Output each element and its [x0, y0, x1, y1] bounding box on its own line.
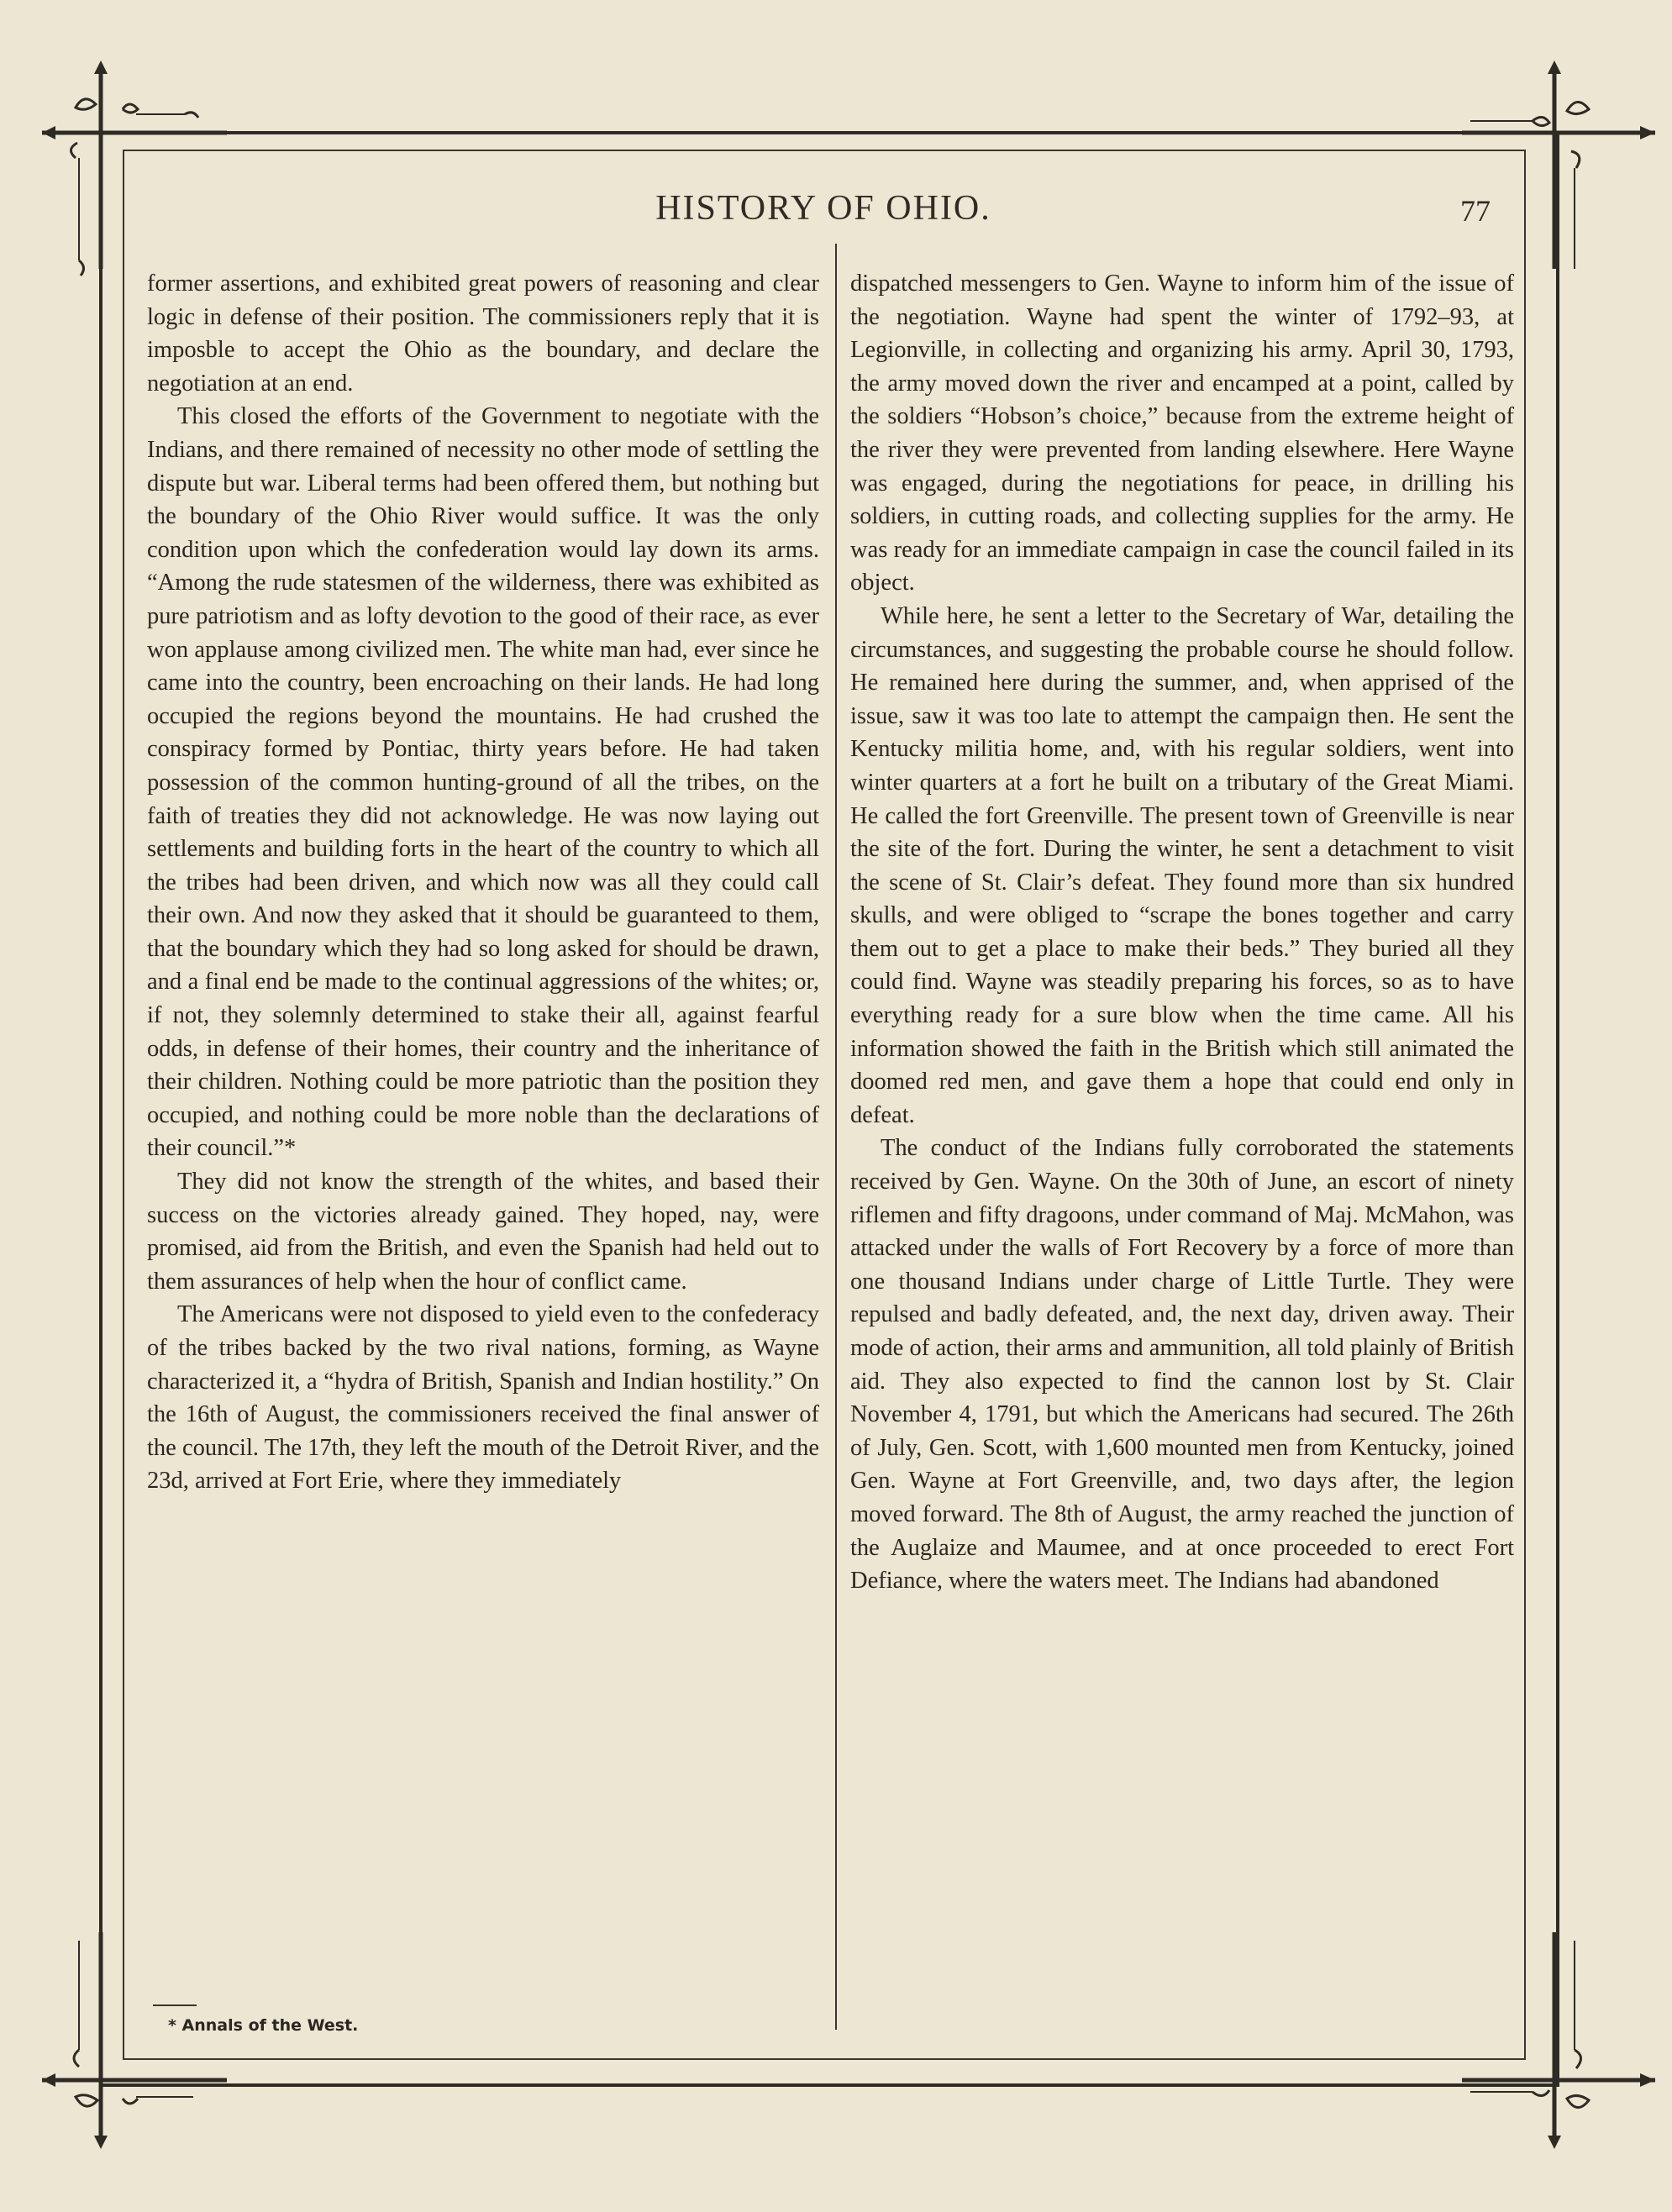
paragraph: dispatched messengers to Gen. Wayne to inform him of the issue of the negotiation. Wayne had spent the winter of 1792–93, at Legionville, in collecting and organizing his army. April 30, 1793, the army moved down the river and encamped at a point, called by the soldiers “Hobson’s choice,” because from the extreme height of the river they were prevented from landing elsewhere. Here Wayne was engaged, during the negotiations for peace, in drilling his soldiers, in cutting roads, and collecting supplies for the army. He was ready for an immediate campaign in case the council failed in its object. [850, 271, 1514, 596]
corner-ornament-top-right-icon [1462, 59, 1655, 277]
column-divider [835, 244, 837, 2030]
footnote-rule [153, 2004, 197, 2006]
page-title: HISTORY OF OHIO. [655, 189, 991, 228]
paragraph: former assertions, and exhibited great powers of reasoning and clear logic in defense of their position. The commissioners reply that it is imposble to accept the Ohio as the boundary, and declare the negotiation at an end. [147, 271, 819, 397]
corner-ornament-bottom-right-icon [1462, 1932, 1655, 2151]
paragraph: While here, he sent a letter to the Secretary of War, detailing the circumstances, and suggesting the probable course he should follow. He remained here during the summer, and, when apprised of the issue, saw it was too late to attempt the campaign then. He sent the Kentucky militia home, and, with his regular soldiers, went into winter quarters at a fort he built on a tributary of the Great Miami. He called the fort Greenville. The present town of Greenville is near the site of the fort. During the winter, he sent a detachment to visit the scene of St. Clair’s defeat. They found more than six hundred skulls, and were obliged to “scrape the bones together and carry them out to get a place to make their beds.” They buried all they could find. Wayne was steadily preparing his forces, so as to have everything ready for a sure blow when the time came. All his information showed the faith in the British which still animated the doomed red men, and gave them a hope that could end only in defeat. [850, 602, 1514, 1128]
left-column [147, 267, 819, 1498]
paragraph: The conduct of the Indians fully corroborated the statements received by Gen. Wayne. On the 30th of June, an escort of ninety riflemen and fifty dragoons, under command of Maj. McMahon, was attacked under the walls of Fort Recovery by a force of more than one thousand Indians under charge of Little Turtle. They were repulsed and badly defeated, and, the next day, driven away. Their mode of action, their arms and ammunition, all told plainly of British aid. They also expected to find the cannon lost by St. Clair November 4, 1791, but which the Americans had secured. The 26th of July, Gen. Scott, with 1,600 mounted men from Kentucky, joined Gen. Wayne at Fort Greenville, and, two days after, the legion moved forward. The 8th of August, the army reached the junction of the Auglaize and Maumee, and at once proceeded to erect Fort Defiance, where the waters meet. The Indians had abandoned [850, 1135, 1514, 1595]
corner-ornament-bottom-left-icon [42, 1932, 235, 2151]
corner-ornament-top-left-icon [42, 59, 235, 277]
paragraph: This closed the efforts of the Government to negotiate with the Indians, and there remained of necessity no other mode of settling the dispute but war. Liberal terms had been offered them, but nothing but the boundary of the Ohio River would suffice. It was the only condition upon which the confederation would lay down its arms. “Among the rude statesmen of the wilderness, there was exhibited as pure patriotism and as lofty devotion to the good of their race, as ever won applause among civilized men. The white man had, ever since he came into the country, been encroaching on their lands. He had long occupied the regions beyond the mountains. He had crushed the conspiracy formed by Pontiac, thirty years before. He had taken possession of the common hunting-ground of all the tribes, on the faith of treaties they did not acknowledge. He was now laying out settlements and building forts in the heart of the country to which all the tribes had been driven, and which now was all they could call their own. And now they asked that it should be guaranteed to them, that the boundary which they had so long asked for should be drawn, and a final end be made to the continual aggressions of the whites; or, if not, they solemnly determined to stake their all, against fearful odds, in defense of their homes, their country and the inheritance of their children. Nothing could be more patriotic than the position they occupied, and nothing could be more noble than the declarations of their council.”* [147, 403, 819, 1162]
page-number: 77 [1460, 194, 1491, 228]
paragraph: They did not know the strength of the whites, and based their success on the victories already gained. They hoped, nay, were promised, aid from the British, and even the Spanish had held out to them assurances of help when the hour of conflict came. [147, 1169, 819, 1295]
footnote: * Annals of the West. [168, 2016, 359, 2035]
paragraph: The Americans were not disposed to yield even to the confederacy of the tribes backed by the two rival nations, forming, as Wayne characterized it, a “hydra of British, Spanish and Indian hostility.” On the 16th of August, the commissioners received the final answer of the council. The 17th, they left the mouth of the Detroit River, and the 23d, arrived at Fort Erie, where they immediately [147, 1301, 819, 1495]
running-header [126, 173, 1521, 232]
right-column [850, 267, 1514, 1598]
